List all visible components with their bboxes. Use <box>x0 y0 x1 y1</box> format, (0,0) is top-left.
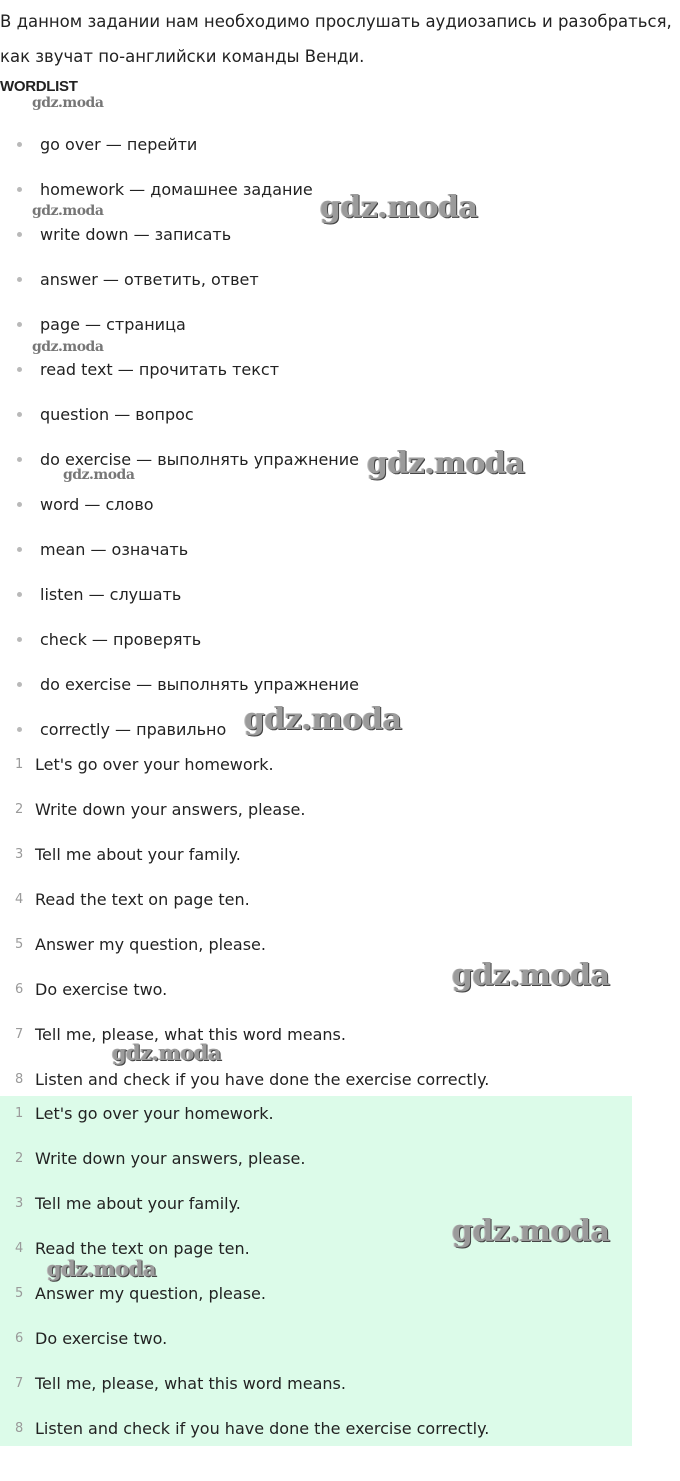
command-text: Write down your answers, please. <box>35 800 306 819</box>
bullet-icon <box>17 547 22 552</box>
command-text: Do exercise two. <box>35 980 168 999</box>
bullet-icon <box>17 502 22 507</box>
item-number: 5 <box>15 1286 24 1301</box>
bullet-icon <box>17 142 22 147</box>
intro-text: В данном задании нам необходимо прослушать аудиозапись и разобраться, как звучат по-английски команды Венди. <box>0 12 672 66</box>
wordlist-entry: listen — слушать <box>40 585 182 604</box>
answer-list <box>0 1091 489 1451</box>
item-number: 5 <box>15 937 24 952</box>
list-item <box>0 742 489 787</box>
bullet-icon <box>17 727 22 732</box>
watermark: gdz.moda <box>244 702 402 737</box>
command-text: Let's go over your homework. <box>35 755 274 774</box>
list-item <box>0 1271 489 1316</box>
answer-text: Listen and check if you have done the exercise correctly. <box>35 1419 490 1438</box>
commands-list <box>0 742 489 1102</box>
wordlist-entry: do exercise — выполнять упражнение <box>40 675 360 694</box>
watermark: gdz.moda <box>320 190 478 225</box>
answer-text: Let's go over your homework. <box>35 1104 274 1123</box>
item-number: 7 <box>15 1027 24 1042</box>
watermark: gdz.moda <box>32 95 104 111</box>
watermark: gdz.moda <box>63 467 135 483</box>
bullet-icon <box>17 637 22 642</box>
answer-text: Tell me, please, what this word means. <box>35 1374 346 1393</box>
list-item <box>0 527 359 572</box>
list-item <box>0 1136 489 1181</box>
item-number: 4 <box>15 892 24 907</box>
list-item <box>0 257 359 302</box>
command-text: Answer my question, please. <box>35 935 266 954</box>
wordlist-entry: page — страница <box>40 315 186 334</box>
command-text: Tell me, please, what this word means. <box>35 1025 346 1044</box>
answer-text: Do exercise two. <box>35 1329 168 1348</box>
item-number: 6 <box>15 1331 24 1346</box>
list-item <box>0 347 359 392</box>
item-number: 3 <box>15 1196 24 1211</box>
answer-text: Write down your answers, please. <box>35 1149 306 1168</box>
answer-text: Answer my question, please. <box>35 1284 266 1303</box>
list-item <box>0 482 359 527</box>
bullet-icon <box>17 277 22 282</box>
wordlist-entry: check — проверять <box>40 630 202 649</box>
list-item <box>0 1406 489 1451</box>
item-number: 1 <box>15 1106 24 1121</box>
command-text: Read the text on page ten. <box>35 890 250 909</box>
wordlist-entry: mean — означать <box>40 540 189 559</box>
wordlist-entry: write down — записать <box>40 225 232 244</box>
command-text: Listen and check if you have done the exercise correctly. <box>35 1070 490 1089</box>
watermark: gdz.moda <box>32 203 104 219</box>
list-item <box>0 617 359 662</box>
bullet-icon <box>17 322 22 327</box>
answer-text: Tell me about your family. <box>35 1194 241 1213</box>
list-item <box>0 167 359 212</box>
list-item <box>0 662 359 707</box>
list-item <box>0 122 359 167</box>
item-number: 1 <box>15 757 24 772</box>
item-number: 8 <box>15 1421 24 1436</box>
answer-text: Read the text on page ten. <box>35 1239 250 1258</box>
watermark: gdz.moda <box>452 958 610 993</box>
wordlist-entry: answer — ответить, ответ <box>40 270 259 289</box>
item-number: 2 <box>15 1151 24 1166</box>
item-number: 8 <box>15 1072 24 1087</box>
bullet-icon <box>17 232 22 237</box>
item-number: 2 <box>15 802 24 817</box>
list-item <box>0 1091 489 1136</box>
wordlist-entry: word — слово <box>40 495 154 514</box>
list-item <box>0 877 489 922</box>
list-item <box>0 392 359 437</box>
bullet-icon <box>17 457 22 462</box>
wordlist <box>0 122 359 752</box>
item-number: 3 <box>15 847 24 862</box>
item-number: 4 <box>15 1241 24 1256</box>
list-item <box>0 832 489 877</box>
bullet-icon <box>17 682 22 687</box>
list-item <box>0 967 489 1012</box>
watermark: gdz.moda <box>367 446 525 481</box>
wordlist-entry: do exercise — выполнять упражнение <box>40 450 360 469</box>
watermark: gdz.moda <box>32 339 104 355</box>
item-number: 6 <box>15 982 24 997</box>
list-item <box>0 1361 489 1406</box>
bullet-icon <box>17 592 22 597</box>
wordlist-title: WORDLIST <box>0 78 78 95</box>
list-item <box>0 437 359 482</box>
list-item <box>0 1226 489 1271</box>
list-item <box>0 212 359 257</box>
bullet-icon <box>17 367 22 372</box>
list-item <box>0 922 489 967</box>
list-item <box>0 1012 489 1057</box>
list-item <box>0 302 359 347</box>
watermark: gdz.moda <box>47 1256 157 1281</box>
list-item <box>0 787 489 832</box>
bullet-icon <box>17 187 22 192</box>
wordlist-entry: question — вопрос <box>40 405 194 424</box>
list-item <box>0 1316 489 1361</box>
watermark: gdz.moda <box>452 1214 610 1249</box>
wordlist-entry: homework — домашнее задание <box>40 180 313 199</box>
list-item <box>0 1181 489 1226</box>
wordlist-entry: go over — перейти <box>40 135 198 154</box>
wordlist-entry: correctly — правильно <box>40 720 227 739</box>
wordlist-entry: read text — прочитать текст <box>40 360 280 379</box>
list-item <box>0 572 359 617</box>
item-number: 7 <box>15 1376 24 1391</box>
command-text: Tell me about your family. <box>35 845 241 864</box>
bullet-icon <box>17 412 22 417</box>
watermark: gdz.moda <box>112 1040 222 1065</box>
